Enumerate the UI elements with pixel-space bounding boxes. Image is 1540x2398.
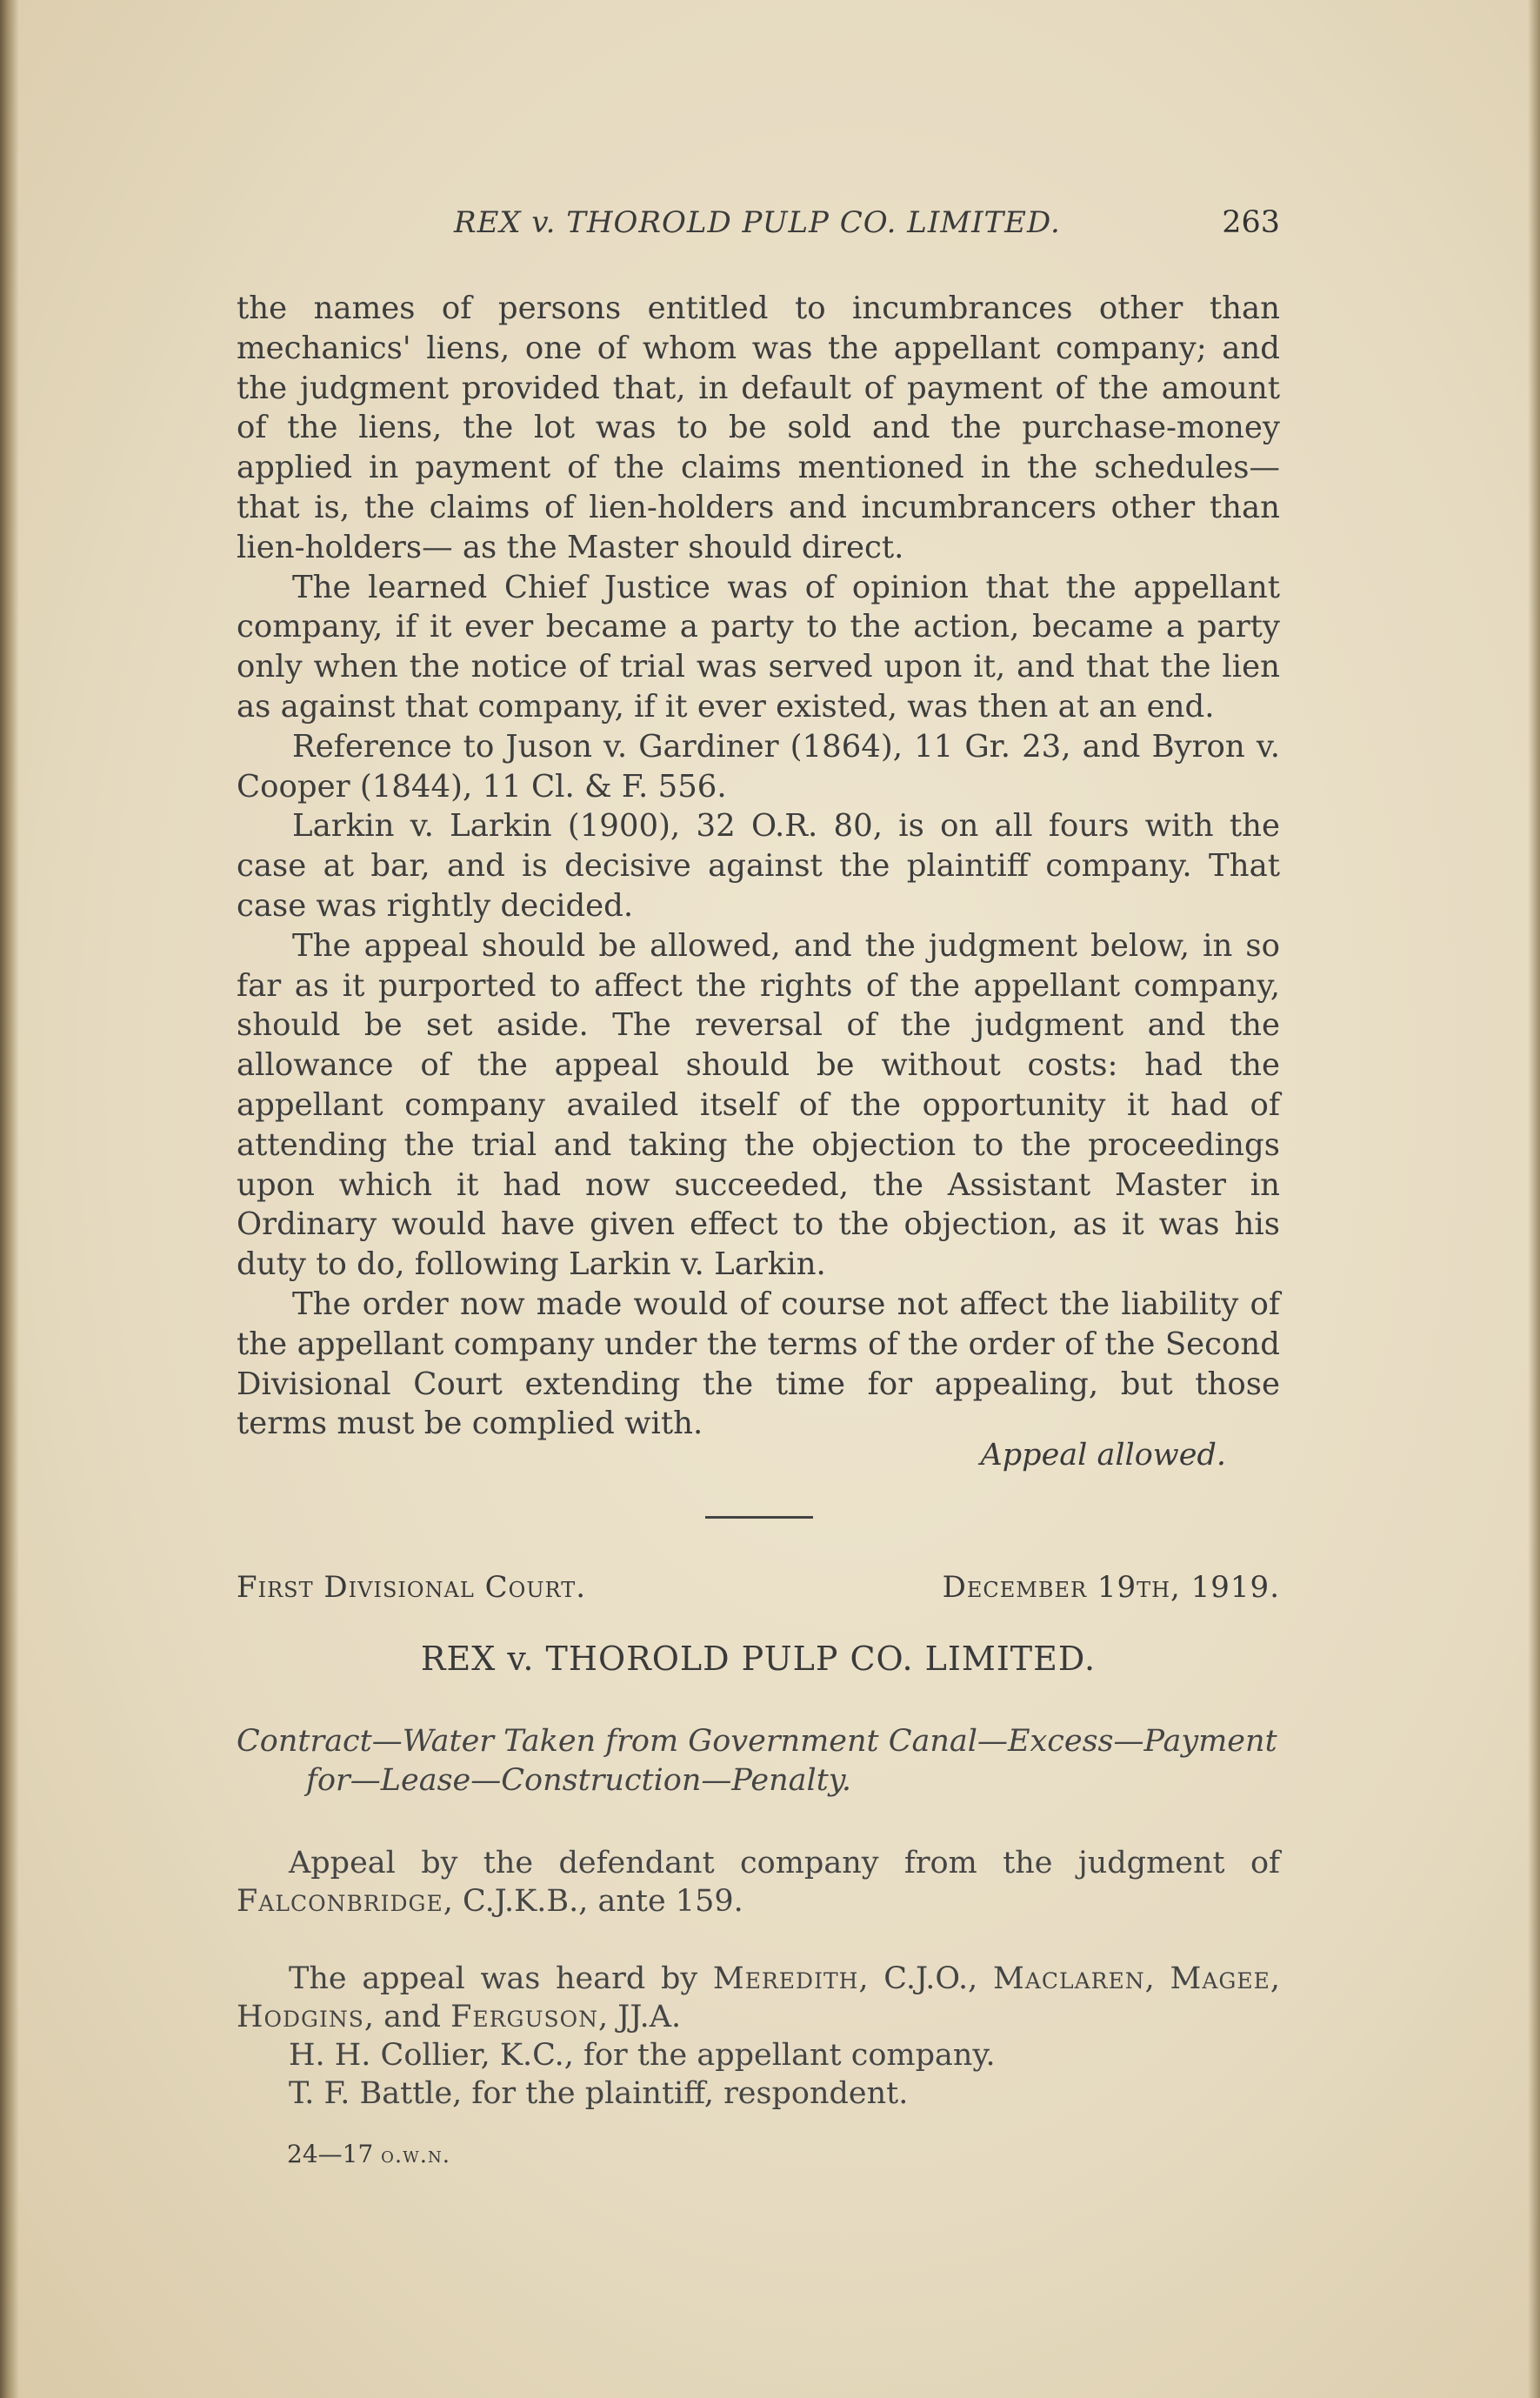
headnote [237,1722,1280,1800]
paragraph-4: Larkin v. Larkin (1900), 32 O.R. 80, is on all fours with the case at bar, and is decisive against the plaintiff company. That case was rightly decided. [237,808,1280,924]
main-text [237,289,1280,1444]
signature-number: 24—17 [287,2140,374,2168]
judge-magee: Magee [1170,1961,1270,1996]
running-head: REX v. THOROLD PULP CO. LIMITED. [454,205,1061,240]
appeal-paragraph [237,1844,1280,1920]
court-line [237,1570,1280,1608]
sep-d: , and [363,2000,451,2034]
paragraph-2: The learned Chief Justice was of opinion that the appellant company, if it ever became a party to the action, became a party only when the notice of trial was served upon it, and that the lien as against that company, if it ever existed, was then at an end. [237,569,1280,725]
hearing-details [237,1960,1280,2113]
counsel-respondent: T. F. Battle, for the plaintiff, respondent. [289,2076,909,2111]
section-divider [705,1516,813,1519]
bench-paragraph [237,1960,1280,2036]
judge-meredith: Meredith [712,1961,859,1996]
appeal-result: Appeal allowed. [980,1438,1226,1473]
paragraph-1: the names of persons entitled to incumbrances other than mechanics' liens, one of whom was the appellant company; and the judgment provided that, in default of payment of the amount of the liens, the lot was to be sold and the purchase-money applied in payment of the claims mentioned in the schedules—that is, the claims of lien-holders and incumbrancers other than lien-holders— as the Master should direct. [237,291,1280,565]
paragraph-3: Reference to Juson v. Gardiner (1864), 11 Gr. 23, and Byron v. Cooper (1844), 11 Cl. & F. 556. [237,728,1280,805]
printer-signature [287,2140,450,2168]
court-name: First Divisional Court. [237,1570,587,1605]
counsel-appellant: H. H. Collier, K.C., for the appellant company. [289,2038,996,2073]
paragraph-6: The order now made would of course not affect the liability of the appellant company under the terms of the order of the Second Divisional Court extending the time for appealing, but those terms must be complied with. [237,1286,1280,1442]
heard-intro: The appeal was heard by [289,1961,713,1996]
headnote-line-1: Contract—Water Taken from Government Canal—Excess—Payment [237,1724,1277,1759]
case-title: REX v. THOROLD PULP CO. LIMITED. [420,1640,1097,1678]
trial-judge: Falconbridge [237,1884,443,1919]
sep-c: , [1270,1961,1280,1996]
signature-abbr: o.w.n. [381,2142,450,2168]
page-edge-shadow [1528,0,1540,2398]
judge-ferguson: Ferguson [450,2000,599,2034]
heard-tail: , JJ.A. [598,2000,682,2034]
page-number: 263 [1222,205,1280,240]
appeal-statement [237,1844,1280,1920]
appeal-text: Appeal by the defendant company from the judgment of [289,1846,1280,1880]
judge-hodgins: Hodgins [237,2000,364,2034]
page-binding-shadow [0,0,19,2398]
appeal-tail: , C.J.K.B., ante 159. [443,1884,743,1919]
headnote-line-2: for—Lease—Construction—Penalty. [306,1763,852,1798]
paragraph-5: The appeal should be allowed, and the judgment below, in so far as it purported to affect the rights of the appellant company, should be set aside. The reversal of the judgment and the allowance of the appeal should be without costs: had the appellant company availed itself of the opportunity it had of attending the trial and taking the objection to the proceedings upon which it had now succeeded, the Assistant Master in Ordinary would have given effect to the objection, as it was his duty to do, following Larkin v. Larkin. [237,927,1280,1283]
judge-maclaren: Maclaren [993,1961,1145,1996]
decision-date: December 19th, 1919. [942,1570,1280,1605]
page-header [237,205,1280,249]
sep-a: , C.J.O., [858,1961,993,1996]
sep-b: , [1144,1961,1170,1996]
